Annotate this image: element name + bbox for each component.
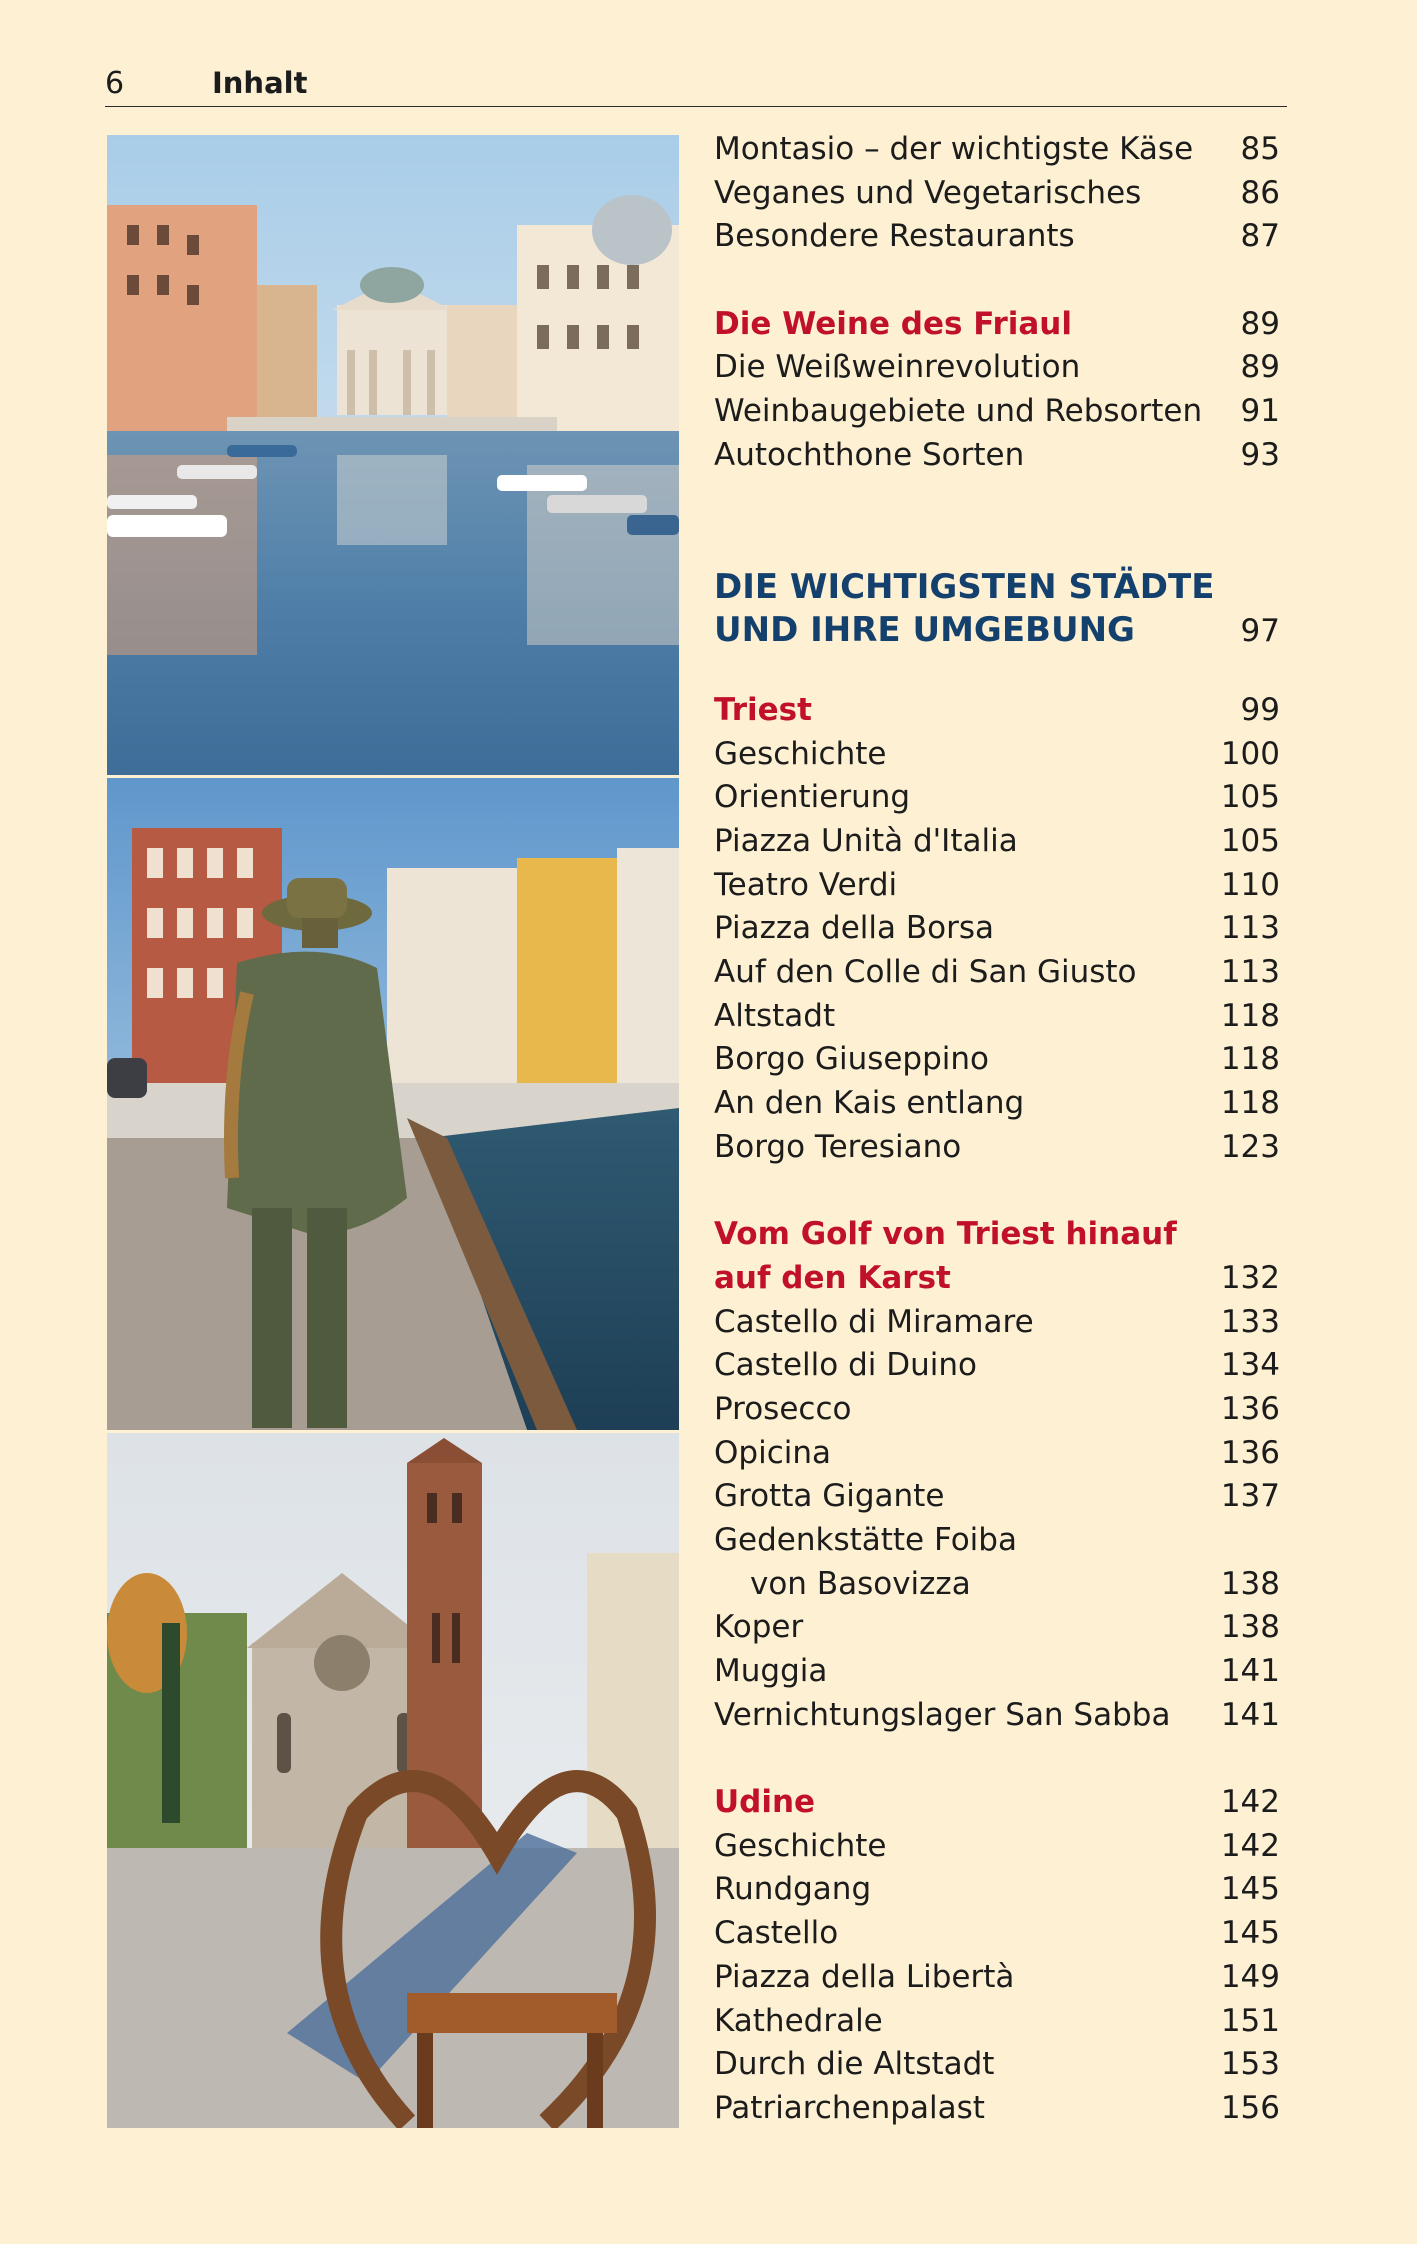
- toc-entry-title: Montasio – der wichtigste Käse: [714, 131, 1194, 167]
- toc-entry-title: Teatro Verdi: [714, 866, 898, 903]
- table-of-contents: [714, 128, 1280, 2131]
- toc-entry-page: 110: [1220, 866, 1280, 903]
- toc-entry-title: Koper: [714, 1609, 804, 1646]
- toc-entry-page: 149: [1220, 1958, 1280, 1995]
- toc-entry-title: Die Weißweinrevolution: [714, 349, 1081, 386]
- toc-entry-page: 134: [1220, 1347, 1280, 1384]
- toc-entry: [714, 1694, 1280, 1738]
- toc-entry-page: 118: [1220, 997, 1280, 1034]
- toc-block-wine: [714, 303, 1280, 478]
- toc-entry: [714, 303, 1280, 347]
- toc-entry-title: Orientierung: [714, 779, 911, 816]
- toc-entry: [714, 215, 1280, 259]
- toc-entry: [714, 2043, 1280, 2087]
- toc-entry-page: 133: [1220, 1303, 1280, 1340]
- chapter-page-number: 97: [1240, 613, 1280, 650]
- toc-entry: [714, 1956, 1280, 2000]
- toc-entry-page: 113: [1220, 910, 1280, 947]
- toc-entry-page: 93: [1240, 436, 1280, 473]
- toc-entry-title: Autochthone Sorten: [714, 436, 1025, 473]
- toc-entry-title: auf den Karst: [714, 1259, 951, 1296]
- chapter-heading-line1: DIE WICHTIGSTEN STÄDTE: [714, 566, 1215, 607]
- toc-entry-page: 99: [1240, 691, 1280, 728]
- toc-block-food: [714, 128, 1280, 259]
- toc-entry-title: Castello di Duino: [714, 1347, 977, 1384]
- toc-entry-page: 132: [1220, 1259, 1280, 1296]
- toc-entry: [714, 1563, 1280, 1607]
- toc-entry-page: 138: [1220, 1565, 1280, 1602]
- toc-entry-title: Prosecco: [714, 1390, 852, 1427]
- toc-entry: [714, 434, 1280, 478]
- toc-entry: [714, 1038, 1280, 1082]
- toc-entry-title: Triest: [714, 691, 812, 728]
- page-header: [105, 66, 1287, 107]
- toc-entry: [714, 1825, 1280, 1869]
- toc-entry-page: 136: [1220, 1390, 1280, 1427]
- toc-block-karst: [714, 1213, 1280, 1737]
- toc-entry-title: Besondere Restaurants: [714, 218, 1075, 255]
- toc-entry: [714, 1213, 1280, 1257]
- toc-entry-title: Piazza della Borsa: [714, 910, 994, 947]
- toc-entry-title: Patriarchenpalast: [714, 2089, 985, 2126]
- chapter-heading-line2: UND IHRE UMGEBUNG: [714, 610, 1135, 651]
- toc-entry: [714, 2087, 1280, 2131]
- toc-entry-title: Gedenkstätte Foiba: [714, 1521, 1017, 1558]
- toc-entry-title: Piazza Unità d'Italia: [714, 822, 1018, 859]
- toc-entry: [714, 1912, 1280, 1956]
- toc-entry-title: Weinbaugebiete und Rebsorten: [714, 393, 1203, 430]
- toc-entry: [714, 907, 1280, 951]
- toc-entry: [714, 776, 1280, 820]
- bronze-statue-photo: [107, 778, 679, 1430]
- toc-entry-page: 145: [1220, 1871, 1280, 1908]
- toc-entry-title: Die Weine des Friaul: [714, 305, 1072, 342]
- toc-entry: [714, 1257, 1280, 1301]
- toc-entry-title: Geschichte: [714, 735, 887, 772]
- toc-entry-title: An den Kais entlang: [714, 1085, 1025, 1122]
- toc-entry-page: 153: [1220, 2046, 1280, 2083]
- toc-entry-title: Kathedrale: [714, 2002, 883, 2039]
- toc-entry-page: 118: [1220, 1041, 1280, 1078]
- toc-entry: [714, 995, 1280, 1039]
- toc-entry: [714, 1388, 1280, 1432]
- toc-entry-page: 89: [1240, 349, 1280, 386]
- toc-entry-title: Piazza della Libertà: [714, 1958, 1015, 1995]
- toc-entry-page: 151: [1220, 2002, 1280, 2039]
- toc-entry: [714, 689, 1280, 733]
- toc-entry-title: Castello di Miramare: [714, 1303, 1034, 1340]
- toc-block-triest: [714, 689, 1280, 1170]
- toc-entry: [714, 390, 1280, 434]
- toc-entry-page: 138: [1220, 1609, 1280, 1646]
- toc-entry: [714, 172, 1280, 216]
- toc-entry-title: Vom Golf von Triest hinauf: [714, 1216, 1177, 1253]
- toc-entry: [714, 951, 1280, 995]
- toc-entry: [714, 1432, 1280, 1476]
- toc-entry-page: 118: [1220, 1085, 1280, 1122]
- toc-entry: [714, 820, 1280, 864]
- toc-entry-page: 91: [1240, 393, 1280, 430]
- toc-entry-page: 142: [1220, 1784, 1280, 1821]
- toc-entry-title: Opicina: [714, 1434, 831, 1471]
- toc-entry: [714, 864, 1280, 908]
- cathedral-heart-bench-photo: [107, 1433, 679, 2128]
- toc-entry-page: 141: [1220, 1653, 1280, 1690]
- toc-entry-page: 141: [1220, 1696, 1280, 1733]
- page-number: 6: [105, 66, 125, 101]
- toc-entry-page: 137: [1220, 1478, 1280, 1515]
- toc-entry-page: 145: [1220, 1915, 1280, 1952]
- toc-entry: [714, 1475, 1280, 1519]
- toc-entry-page: 85: [1240, 131, 1280, 167]
- toc-entry-title: Muggia: [714, 1653, 828, 1690]
- canal-church-photo: [107, 135, 679, 775]
- toc-entry-page: 142: [1220, 1827, 1280, 1864]
- toc-entry-page: 105: [1220, 779, 1280, 816]
- toc-entry-page: 87: [1240, 218, 1280, 255]
- toc-entry-title: Borgo Teresiano: [714, 1128, 962, 1165]
- toc-entry: [714, 1301, 1280, 1345]
- toc-entry: [714, 1868, 1280, 1912]
- toc-entry-title: Durch die Altstadt: [714, 2046, 995, 2083]
- toc-entry: [714, 1344, 1280, 1388]
- section-title: Inhalt: [212, 66, 308, 100]
- toc-entry: [714, 1519, 1280, 1563]
- toc-entry-page: 123: [1220, 1128, 1280, 1165]
- toc-entry-title: Veganes und Vegetarisches: [714, 174, 1142, 211]
- toc-entry-title: Auf den Colle di San Giusto: [714, 954, 1137, 991]
- toc-entry-page: 105: [1220, 822, 1280, 859]
- toc-entry-title: Castello: [714, 1915, 839, 1952]
- toc-entry: [714, 1781, 1280, 1825]
- toc-entry-page: 136: [1220, 1434, 1280, 1471]
- toc-entry-page: 86: [1240, 174, 1280, 211]
- toc-entry-title: Geschichte: [714, 1827, 887, 1864]
- toc-entry: [714, 733, 1280, 777]
- toc-entry-page: 156: [1220, 2089, 1280, 2126]
- toc-entry-title: Vernichtungslager San Sabba: [714, 1696, 1171, 1733]
- toc-entry-page: 113: [1220, 954, 1280, 991]
- toc-entry-title: von Basovizza: [750, 1565, 971, 1602]
- toc-entry-title: Grotta Gigante: [714, 1478, 945, 1515]
- toc-block-udine: [714, 1781, 1280, 2131]
- toc-entry: [714, 2000, 1280, 2044]
- toc-entry: [714, 346, 1280, 390]
- toc-entry: [714, 1606, 1280, 1650]
- toc-entry-title: Altstadt: [714, 997, 836, 1034]
- toc-entry: [714, 1082, 1280, 1126]
- toc-entry-page: 89: [1240, 305, 1280, 342]
- toc-entry-title: Rundgang: [714, 1871, 872, 1908]
- toc-entry-title: Borgo Giuseppino: [714, 1041, 990, 1078]
- toc-entry: [714, 1126, 1280, 1170]
- toc-entry: [714, 1650, 1280, 1694]
- toc-entry-title: Udine: [714, 1784, 816, 1821]
- toc-entry-page: 100: [1220, 735, 1280, 772]
- chapter-heading: [714, 566, 1280, 653]
- toc-entry: [714, 128, 1280, 172]
